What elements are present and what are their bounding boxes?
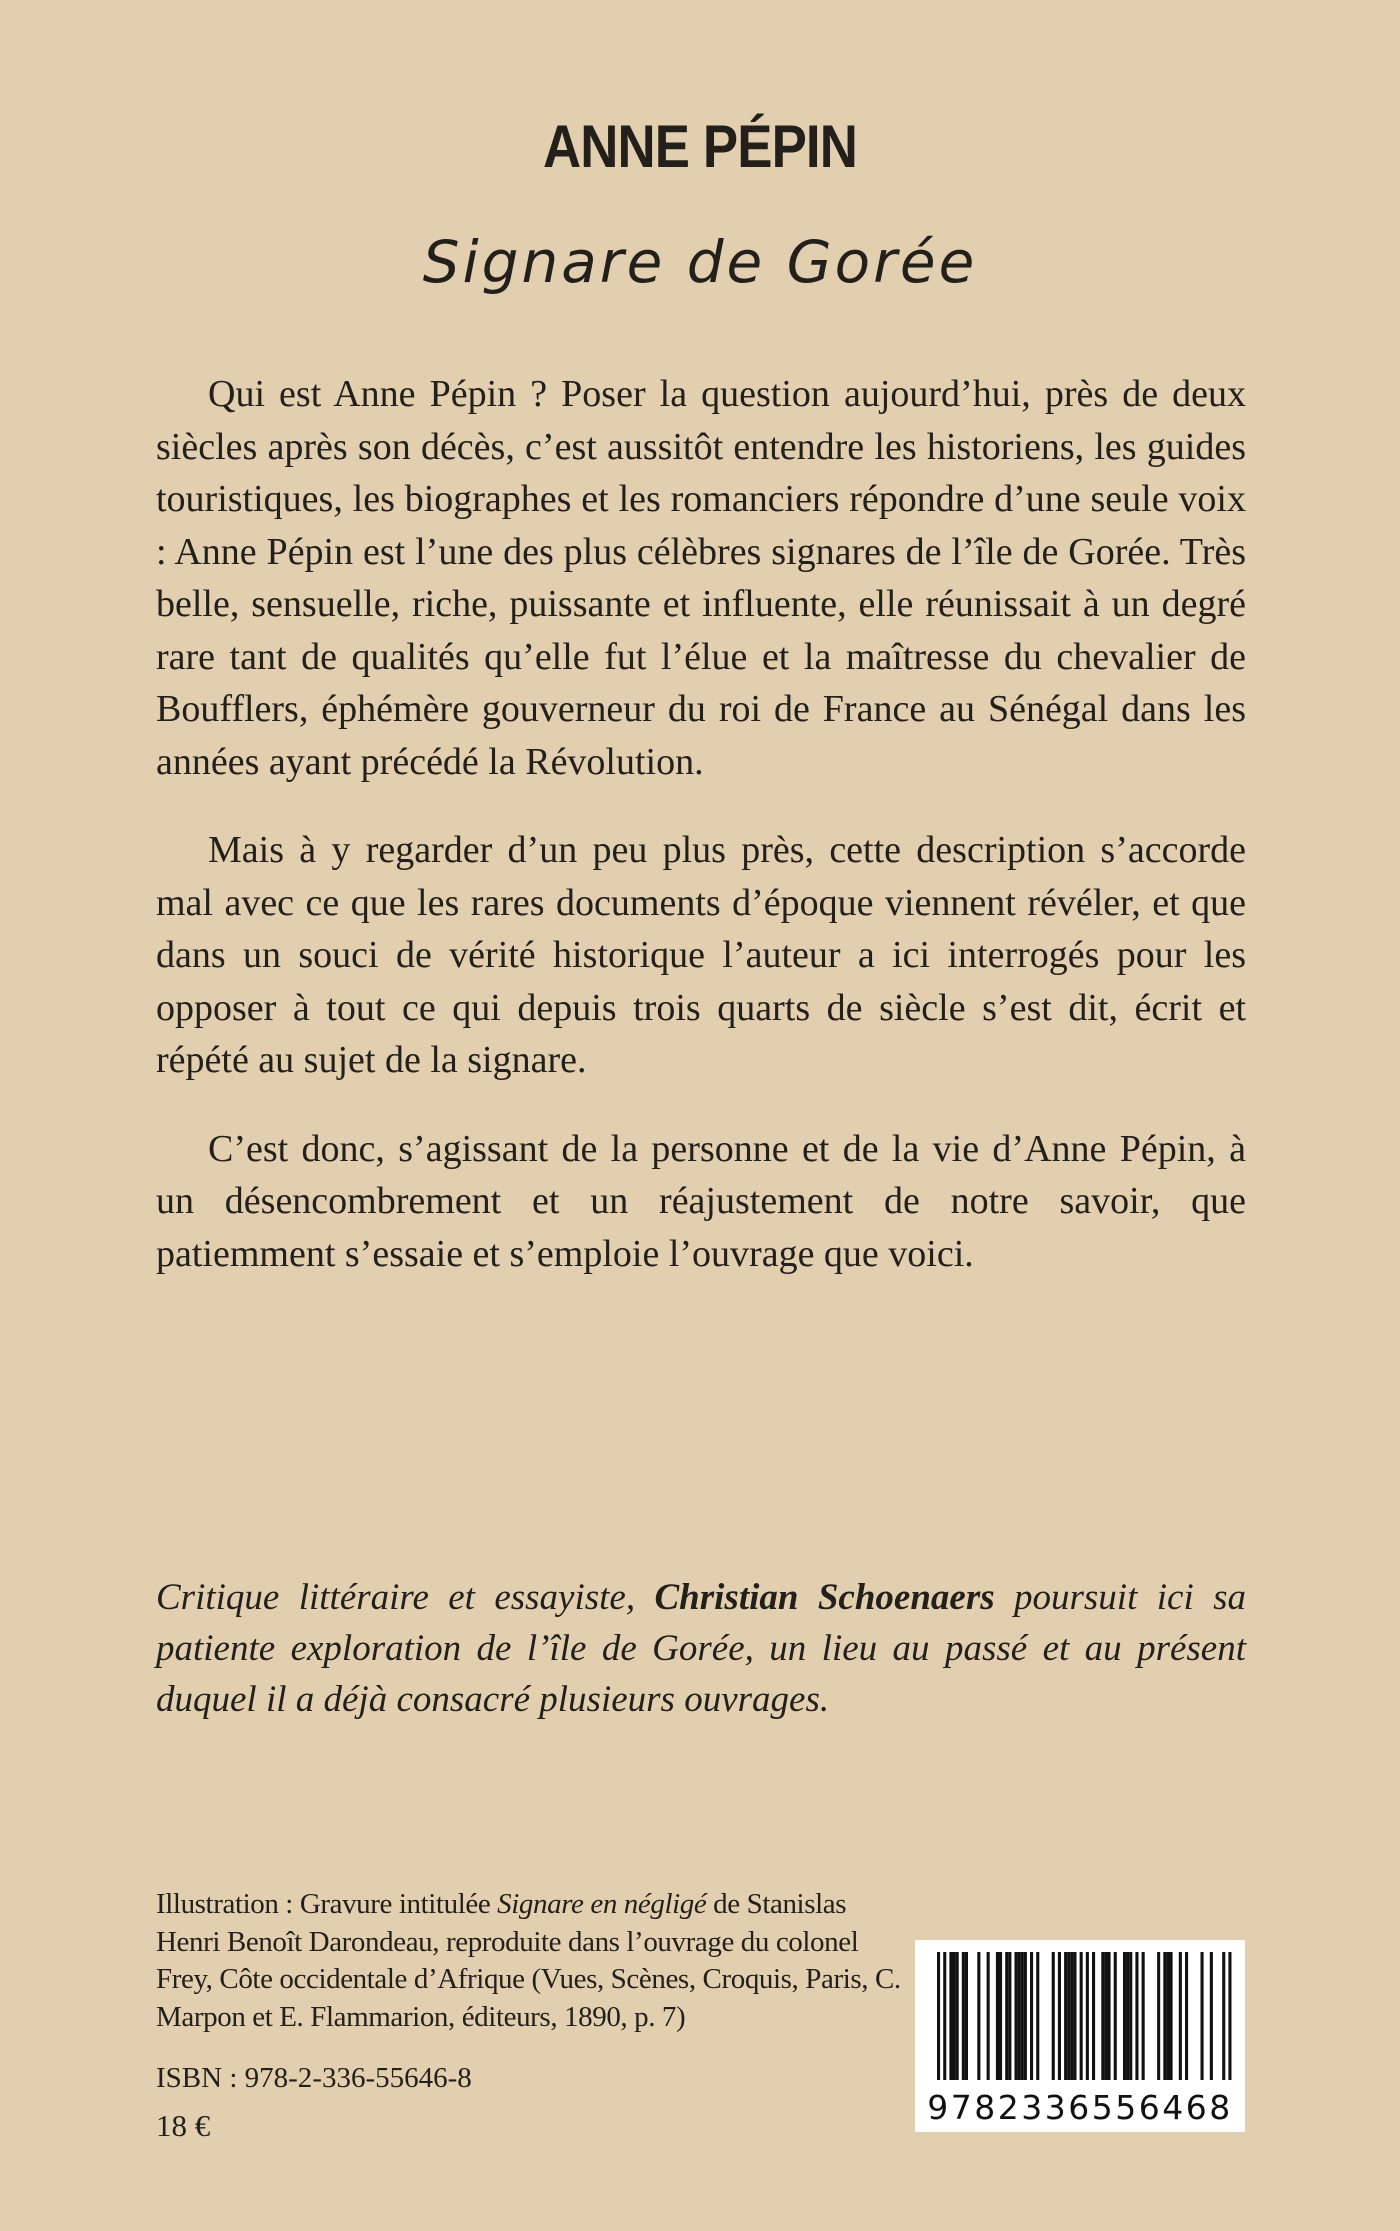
barcode-bar — [1052, 1952, 1055, 2080]
barcode-bar — [977, 1952, 980, 2080]
barcode-bar — [1185, 1952, 1188, 2080]
barcode-bar — [1005, 1952, 1008, 2080]
barcode-bar — [987, 1952, 990, 2080]
barcode-bar — [1015, 1952, 1018, 2080]
barcode-bar — [1126, 1952, 1129, 2080]
barcode-bar — [949, 1952, 952, 2080]
book-subtitle: Signare de Gorée — [422, 228, 978, 296]
barcode-bar — [1135, 1952, 1138, 2080]
barcode-digits: 9782336556468 — [927, 2088, 1233, 2127]
illustration-credits — [156, 1886, 916, 2036]
barcode-bar — [1092, 1952, 1095, 2080]
barcode-bar — [1179, 1952, 1182, 2080]
barcode-bar — [1067, 1952, 1070, 2080]
price: 18 € — [156, 2108, 211, 2143]
author-note-after: poursuit ici sa patiente exploration de l’île de Gorée, un lieu au passé et au présent duquel il a déjà consacré plusieurs ouvrages. — [156, 1577, 1246, 1720]
barcode-bar — [1073, 1952, 1076, 2080]
barcode-bar — [1086, 1952, 1089, 2080]
barcode-bar — [1123, 1952, 1126, 2080]
barcode-bar — [1201, 1952, 1204, 2080]
barcode-bar — [1142, 1952, 1145, 2080]
barcode-bar — [996, 1952, 999, 2080]
barcode-bar — [1008, 1952, 1011, 2080]
barcode — [915, 1940, 1245, 2132]
barcode-bar — [1080, 1952, 1083, 2080]
barcode-bar — [1129, 1952, 1132, 2080]
author-name: Christian Schoenaers — [654, 1577, 995, 1618]
author-note — [156, 1572, 1246, 1725]
barcode-bar — [1114, 1952, 1117, 2080]
barcode-bar — [1157, 1952, 1160, 2080]
barcode-bar — [1108, 1952, 1111, 2080]
credits-prefix: Illustration : Gravure intitulée — [156, 1888, 498, 1920]
barcode-bar — [1170, 1952, 1173, 2080]
barcode-bar — [999, 1952, 1002, 2080]
barcode-bar — [1166, 1952, 1169, 2080]
book-title: ANNE PÉPIN — [543, 113, 857, 180]
barcode-bar — [1228, 1952, 1231, 2080]
barcode-bar — [1222, 1952, 1225, 2080]
barcode-bar — [956, 1952, 959, 2080]
barcode-bar — [1024, 1952, 1027, 2080]
author-note-before: Critique littéraire et essayiste, — [156, 1577, 655, 1618]
barcode-bar — [1163, 1952, 1166, 2080]
blurb-paragraph-2: Mais à y regarder d’un peu plus près, cette description s’accorde mal avec ce que les rares documents d’époque viennent révéler, et que dans un souci de vérité historique l’auteur a ici interrogés pour les opposer à tout ce qui depuis trois quarts de siècle s’est dit, écrit et répété au sujet de la signare. — [156, 829, 1246, 1081]
barcode-bar — [953, 1952, 956, 2080]
credits-suffix: de Stanislas Henri Benoît Darondeau, reproduite dans l’ouvrage du colonel Frey, Côte occidentale d’Afrique (Vues, Scènes, Croquis, Paris, C. Marpon et E. Flammarion, éditeurs, 1890, p. 7) — [156, 1888, 901, 2033]
barcode-bar — [943, 1952, 946, 2080]
barcode-bar — [1101, 1952, 1104, 2080]
barcode-bar — [1030, 1952, 1033, 2080]
barcode-bar — [1104, 1952, 1107, 2080]
barcode-bar — [1021, 1952, 1024, 2080]
blurb — [156, 368, 1246, 1316]
barcode-bar — [1018, 1952, 1021, 2080]
barcode-bar — [937, 1952, 940, 2080]
blurb-paragraph-1: Qui est Anne Pépin ? Poser la question aujourd’hui, près de deux siècles après son décès, c’est aussitôt entendre les historiens, les guides touristiques, les biographes et les romanciers répondre d’une seule voix : Anne Pépin est l’une des plus célèbres signares de l’île de Gorée. Très belle, sensuelle, riche, puissante et influente, elle réunissait à un degré rare tant de qualités qu’elle fut l’élue et la maîtresse du chevalier de Boufflers, éphémère gouverneur du roi de France au Sénégal dans les années ayant précédé la Révolution. — [156, 373, 1246, 783]
blurb-paragraph-3: C’est donc, s’agissant de la personne et de la vie d’Anne Pépin, à un désencombrement et un réajustement de notre savoir, que patiemment s’essaie et s’emploie l’ouvrage que voici. — [156, 1127, 1246, 1275]
barcode-bar — [1036, 1952, 1039, 2080]
illustration-title: Signare en négligé — [497, 1888, 707, 1920]
barcode-bar — [962, 1952, 965, 2080]
barcode-bar — [965, 1952, 968, 2080]
barcode-bar — [1210, 1952, 1213, 2080]
barcode-bar — [1070, 1952, 1073, 2080]
barcode-bar — [1058, 1952, 1061, 2080]
barcode-bars — [915, 1940, 1245, 2090]
barcode-bar — [1064, 1952, 1067, 2080]
isbn: ISBN : 978-2-336-55646-8 — [156, 2062, 472, 2094]
